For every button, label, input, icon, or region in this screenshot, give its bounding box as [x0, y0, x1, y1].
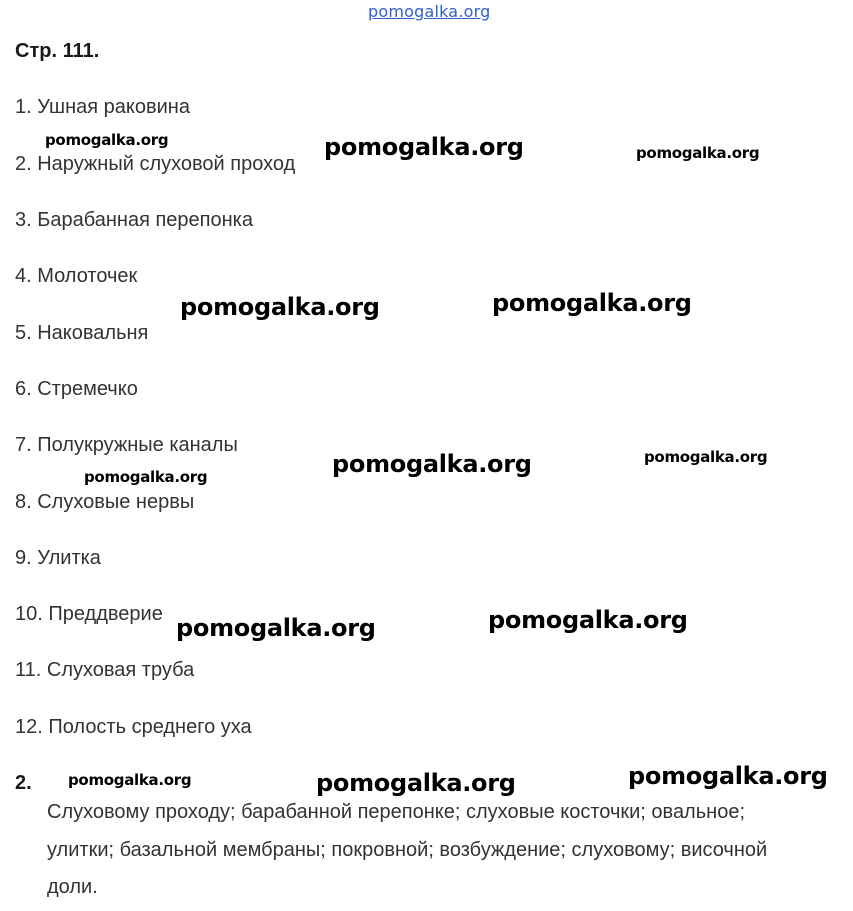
list-item: 6. Стремечко	[15, 378, 138, 400]
list-item: 10. Преддверие	[15, 603, 163, 625]
list-item: 7. Полукружные каналы	[15, 434, 238, 456]
watermark: pomogalka.org	[332, 450, 532, 478]
site-link-watermark[interactable]: pomogalka.org	[368, 2, 491, 21]
section-number: 2.	[15, 772, 32, 794]
list-item: 9. Улитка	[15, 547, 101, 569]
watermark: pomogalka.org	[644, 448, 768, 466]
list-item: 8. Слуховые нервы	[15, 491, 195, 513]
watermark: pomogalka.org	[84, 468, 208, 486]
list-item: 4. Молоточек	[15, 265, 138, 287]
watermark: pomogalka.org	[492, 289, 692, 317]
watermark: pomogalka.org	[316, 769, 516, 797]
watermark: pomogalka.org	[488, 606, 688, 634]
watermark: pomogalka.org	[180, 293, 380, 321]
watermark: pomogalka.org	[636, 144, 760, 162]
list-item: 2. Наружный слуховой проход	[15, 153, 296, 175]
list-item: 1. Ушная раковина	[15, 96, 190, 118]
watermark: pomogalka.org	[68, 771, 192, 789]
watermark: pomogalka.org	[628, 762, 828, 790]
paragraph-line: улитки; базальной мембраны; покровной; возбуждение; слуховому; височной	[47, 839, 768, 861]
list-item: 11. Слуховая труба	[15, 659, 195, 681]
paragraph-line: Слуховому проходу; барабанной перепонке; слуховые косточки; овальное;	[47, 801, 745, 823]
watermark: pomogalka.org	[176, 614, 376, 642]
list-item: 5. Наковальня	[15, 322, 149, 344]
page-title: Стр. 111.	[15, 40, 100, 62]
list-item: 12. Полость среднего уха	[15, 716, 252, 738]
watermark: pomogalka.org	[45, 131, 169, 149]
watermark: pomogalka.org	[324, 133, 524, 161]
list-item: 3. Барабанная перепонка	[15, 209, 253, 231]
paragraph-line: доли.	[47, 876, 98, 898]
